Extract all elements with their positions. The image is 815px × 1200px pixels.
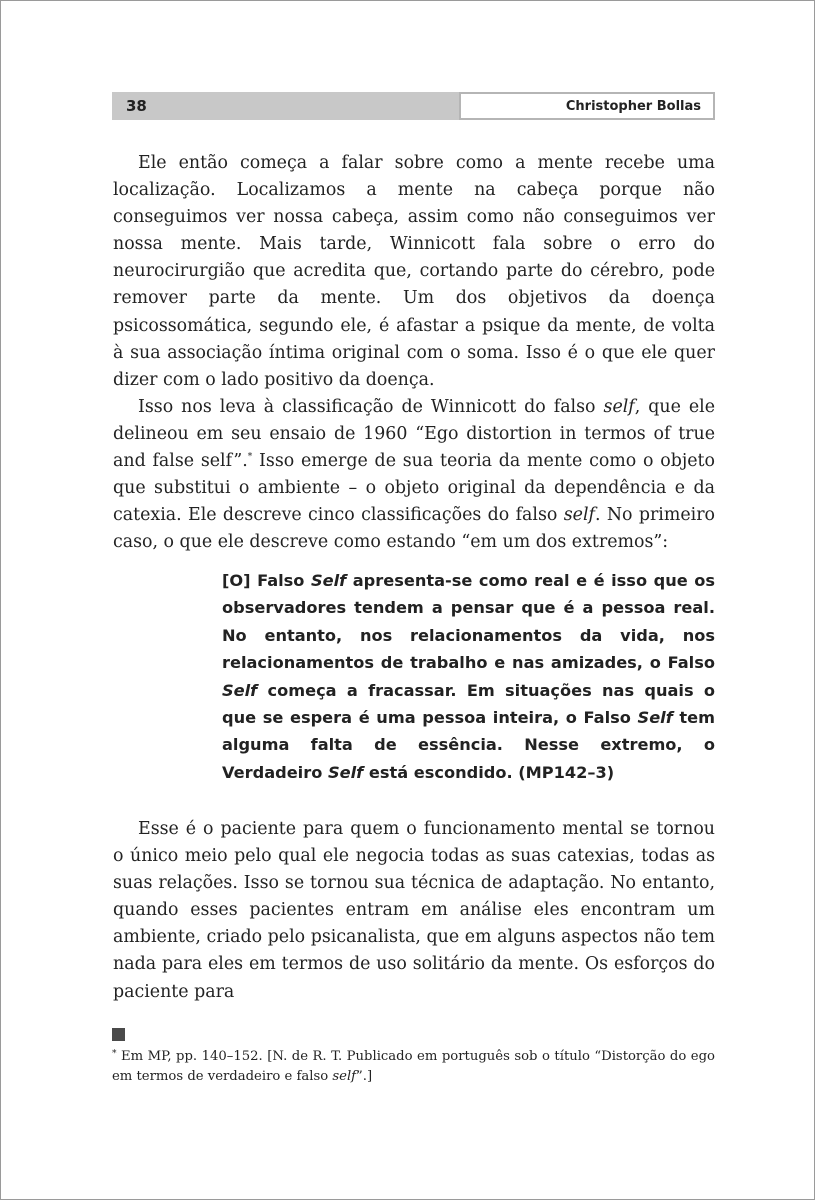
body-text-bottom — [113, 816, 715, 1006]
block-quote — [222, 567, 715, 786]
quote-part: está escondido. (MP142–3) — [363, 762, 615, 782]
body-text-top — [113, 150, 715, 556]
paragraph-3: Esse é o paciente para quem o funcionamento mental se tornou o único meio pelo qual ele negocia todas as suas catexias, todas as suas relações. Isso se tornou sua técnica de adaptação. No entanto, quando esses pacientes entram em análise eles encontram um ambiente, criado pelo psicanalista, que em alguns aspectos não tem nada para eles em termos de uso solitário da mente. Os esforços do paciente para — [113, 819, 715, 1002]
paragraph-1: Ele então começa a falar sobre como a mente recebe uma localização. Localizamos a mente na cabeça porque não conseguimos ver nossa cabeça, assim como não conseguimos ver nossa mente. Mais tarde, Winnicott fala sobre o erro do neurocirurgião que acredita que, cortando parte do cérebro, pode remover parte da mente. Um dos objetivos da doença psicossomática, segundo ele, é afastar a psique da mente, de volta à sua associação íntima original com o soma. Isso é o que ele quer dizer com o lado positivo da doença. — [113, 153, 715, 390]
italic-self: Self — [637, 708, 673, 728]
footnote-mark: * — [112, 1049, 117, 1059]
quote-part: apresenta-se como real e é isso que os observadores tendem a pensar que é a pessoa real. No entanto, nos relacionamentos da vida, nos relacionamentos de trabalho e nas amizades, o Falso — [222, 571, 715, 673]
italic-self: Self — [327, 762, 364, 782]
footnote-part: ”.] — [356, 1069, 373, 1084]
paragraph-2-part: Isso emerge de sua teoria da mente como o objeto que substitui o ambiente – o objeto original da dependência e da catexia. Ele descreve cinco classificações do falso — [113, 451, 715, 526]
italic-self: self — [603, 396, 635, 417]
paragraph-2-part: . No primeiro caso, o que ele descreve como estando “em um dos extremos”: — [113, 505, 715, 553]
footnote-part: Em MP, pp. 140–152. [N. de R. T. Publicado em português sob o título “Distorção do ego em termos de verdadeiro e falso — [112, 1049, 715, 1084]
paragraph-2-part: , que ele delineou em seu ensaio de 1960 “Ego distortion in termos of true and false self”. — [113, 396, 716, 472]
quote-part: tem alguma falta de essência. Nesse extremo, o Verdadeiro — [222, 708, 715, 782]
author-box — [459, 92, 715, 120]
quote-part: começa a fracassar. Em situações nas quais o que se espera é uma pessoa inteira, o Falso — [222, 680, 715, 728]
author-name: Christopher Bollas — [565, 98, 701, 114]
footnote — [112, 1047, 715, 1087]
running-header — [112, 92, 715, 120]
footnote-reference: * — [247, 452, 253, 463]
footnote-square-marker — [112, 1028, 125, 1041]
page-number: 38 — [126, 97, 147, 115]
footnote-text — [112, 1047, 715, 1087]
italic-self: Self — [310, 571, 347, 590]
italic-self: Self — [222, 680, 258, 700]
paragraph-2-part: Isso nos leva à classificação de Winnicott do falso — [138, 396, 604, 417]
page-number-box — [112, 92, 459, 120]
italic-self: self — [563, 505, 595, 526]
quote-part: [O] Falso — [222, 571, 311, 590]
paragraph-2 — [113, 394, 715, 557]
quote-text — [222, 567, 715, 786]
italic-self: self — [332, 1069, 357, 1084]
